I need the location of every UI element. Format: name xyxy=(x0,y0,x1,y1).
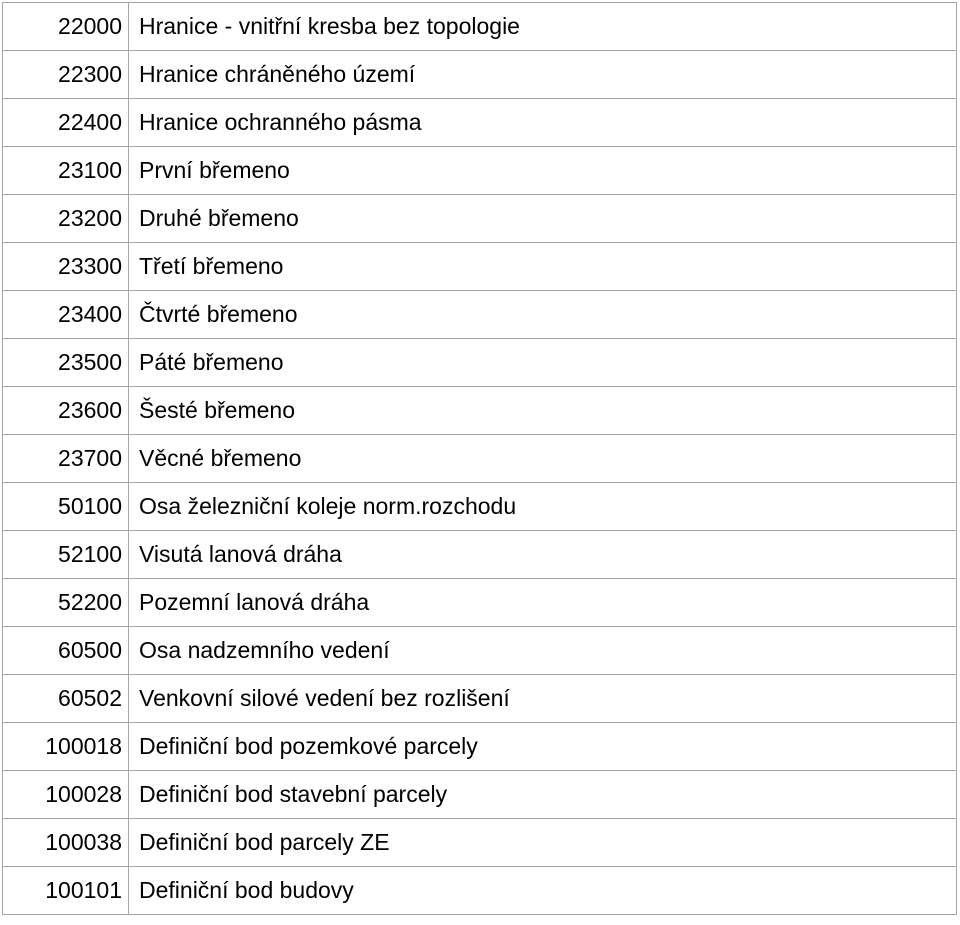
table-row xyxy=(3,147,957,195)
table-row xyxy=(3,3,957,51)
row-name: Pozemní lanová dráha xyxy=(129,579,957,627)
row-code: 52100 xyxy=(3,531,129,579)
row-name: Visutá lanová dráha xyxy=(129,531,957,579)
row-name: Venkovní silové vedení bez rozlišení xyxy=(129,675,957,723)
row-name: Věcné břemeno xyxy=(129,435,957,483)
table-row xyxy=(3,291,957,339)
table-row xyxy=(3,435,957,483)
row-name: Třetí břemeno xyxy=(129,243,957,291)
row-code: 100018 xyxy=(3,723,129,771)
row-name: Osa železniční koleje norm.rozchodu xyxy=(129,483,957,531)
row-code: 23200 xyxy=(3,195,129,243)
table-row xyxy=(3,483,957,531)
row-name: Hranice - vnitřní kresba bez topologie xyxy=(129,3,957,51)
row-name: Hranice chráněného území xyxy=(129,51,957,99)
row-name: Definiční bod stavební parcely xyxy=(129,771,957,819)
row-code: 50100 xyxy=(3,483,129,531)
row-code: 23700 xyxy=(3,435,129,483)
table-row xyxy=(3,195,957,243)
row-code: 52200 xyxy=(3,579,129,627)
row-code: 22300 xyxy=(3,51,129,99)
table-row xyxy=(3,387,957,435)
row-name: Šesté břemeno xyxy=(129,387,957,435)
row-code: 22000 xyxy=(3,3,129,51)
table-row xyxy=(3,819,957,867)
row-code: 22400 xyxy=(3,99,129,147)
row-code: 23600 xyxy=(3,387,129,435)
row-name: Hranice ochranného pásma xyxy=(129,99,957,147)
row-name: Definiční bod parcely ZE xyxy=(129,819,957,867)
table-row xyxy=(3,99,957,147)
table-row xyxy=(3,531,957,579)
table-row xyxy=(3,675,957,723)
row-name: Páté břemeno xyxy=(129,339,957,387)
row-name: Osa nadzemního vedení xyxy=(129,627,957,675)
row-code: 60500 xyxy=(3,627,129,675)
row-name: První břemeno xyxy=(129,147,957,195)
row-name: Čtvrté břemeno xyxy=(129,291,957,339)
table-row xyxy=(3,723,957,771)
code-table-container xyxy=(2,2,957,915)
row-name: Definiční bod budovy xyxy=(129,867,957,915)
row-code: 100101 xyxy=(3,867,129,915)
row-name: Druhé břemeno xyxy=(129,195,957,243)
code-table-body xyxy=(3,3,957,915)
row-code: 100028 xyxy=(3,771,129,819)
row-code: 23400 xyxy=(3,291,129,339)
table-row xyxy=(3,243,957,291)
row-code: 23300 xyxy=(3,243,129,291)
code-table xyxy=(2,2,957,915)
row-code: 23100 xyxy=(3,147,129,195)
table-row xyxy=(3,51,957,99)
row-code: 23500 xyxy=(3,339,129,387)
table-row xyxy=(3,867,957,915)
row-name: Definiční bod pozemkové parcely xyxy=(129,723,957,771)
table-row xyxy=(3,771,957,819)
table-row xyxy=(3,339,957,387)
row-code: 100038 xyxy=(3,819,129,867)
table-row xyxy=(3,579,957,627)
table-row xyxy=(3,627,957,675)
row-code: 60502 xyxy=(3,675,129,723)
